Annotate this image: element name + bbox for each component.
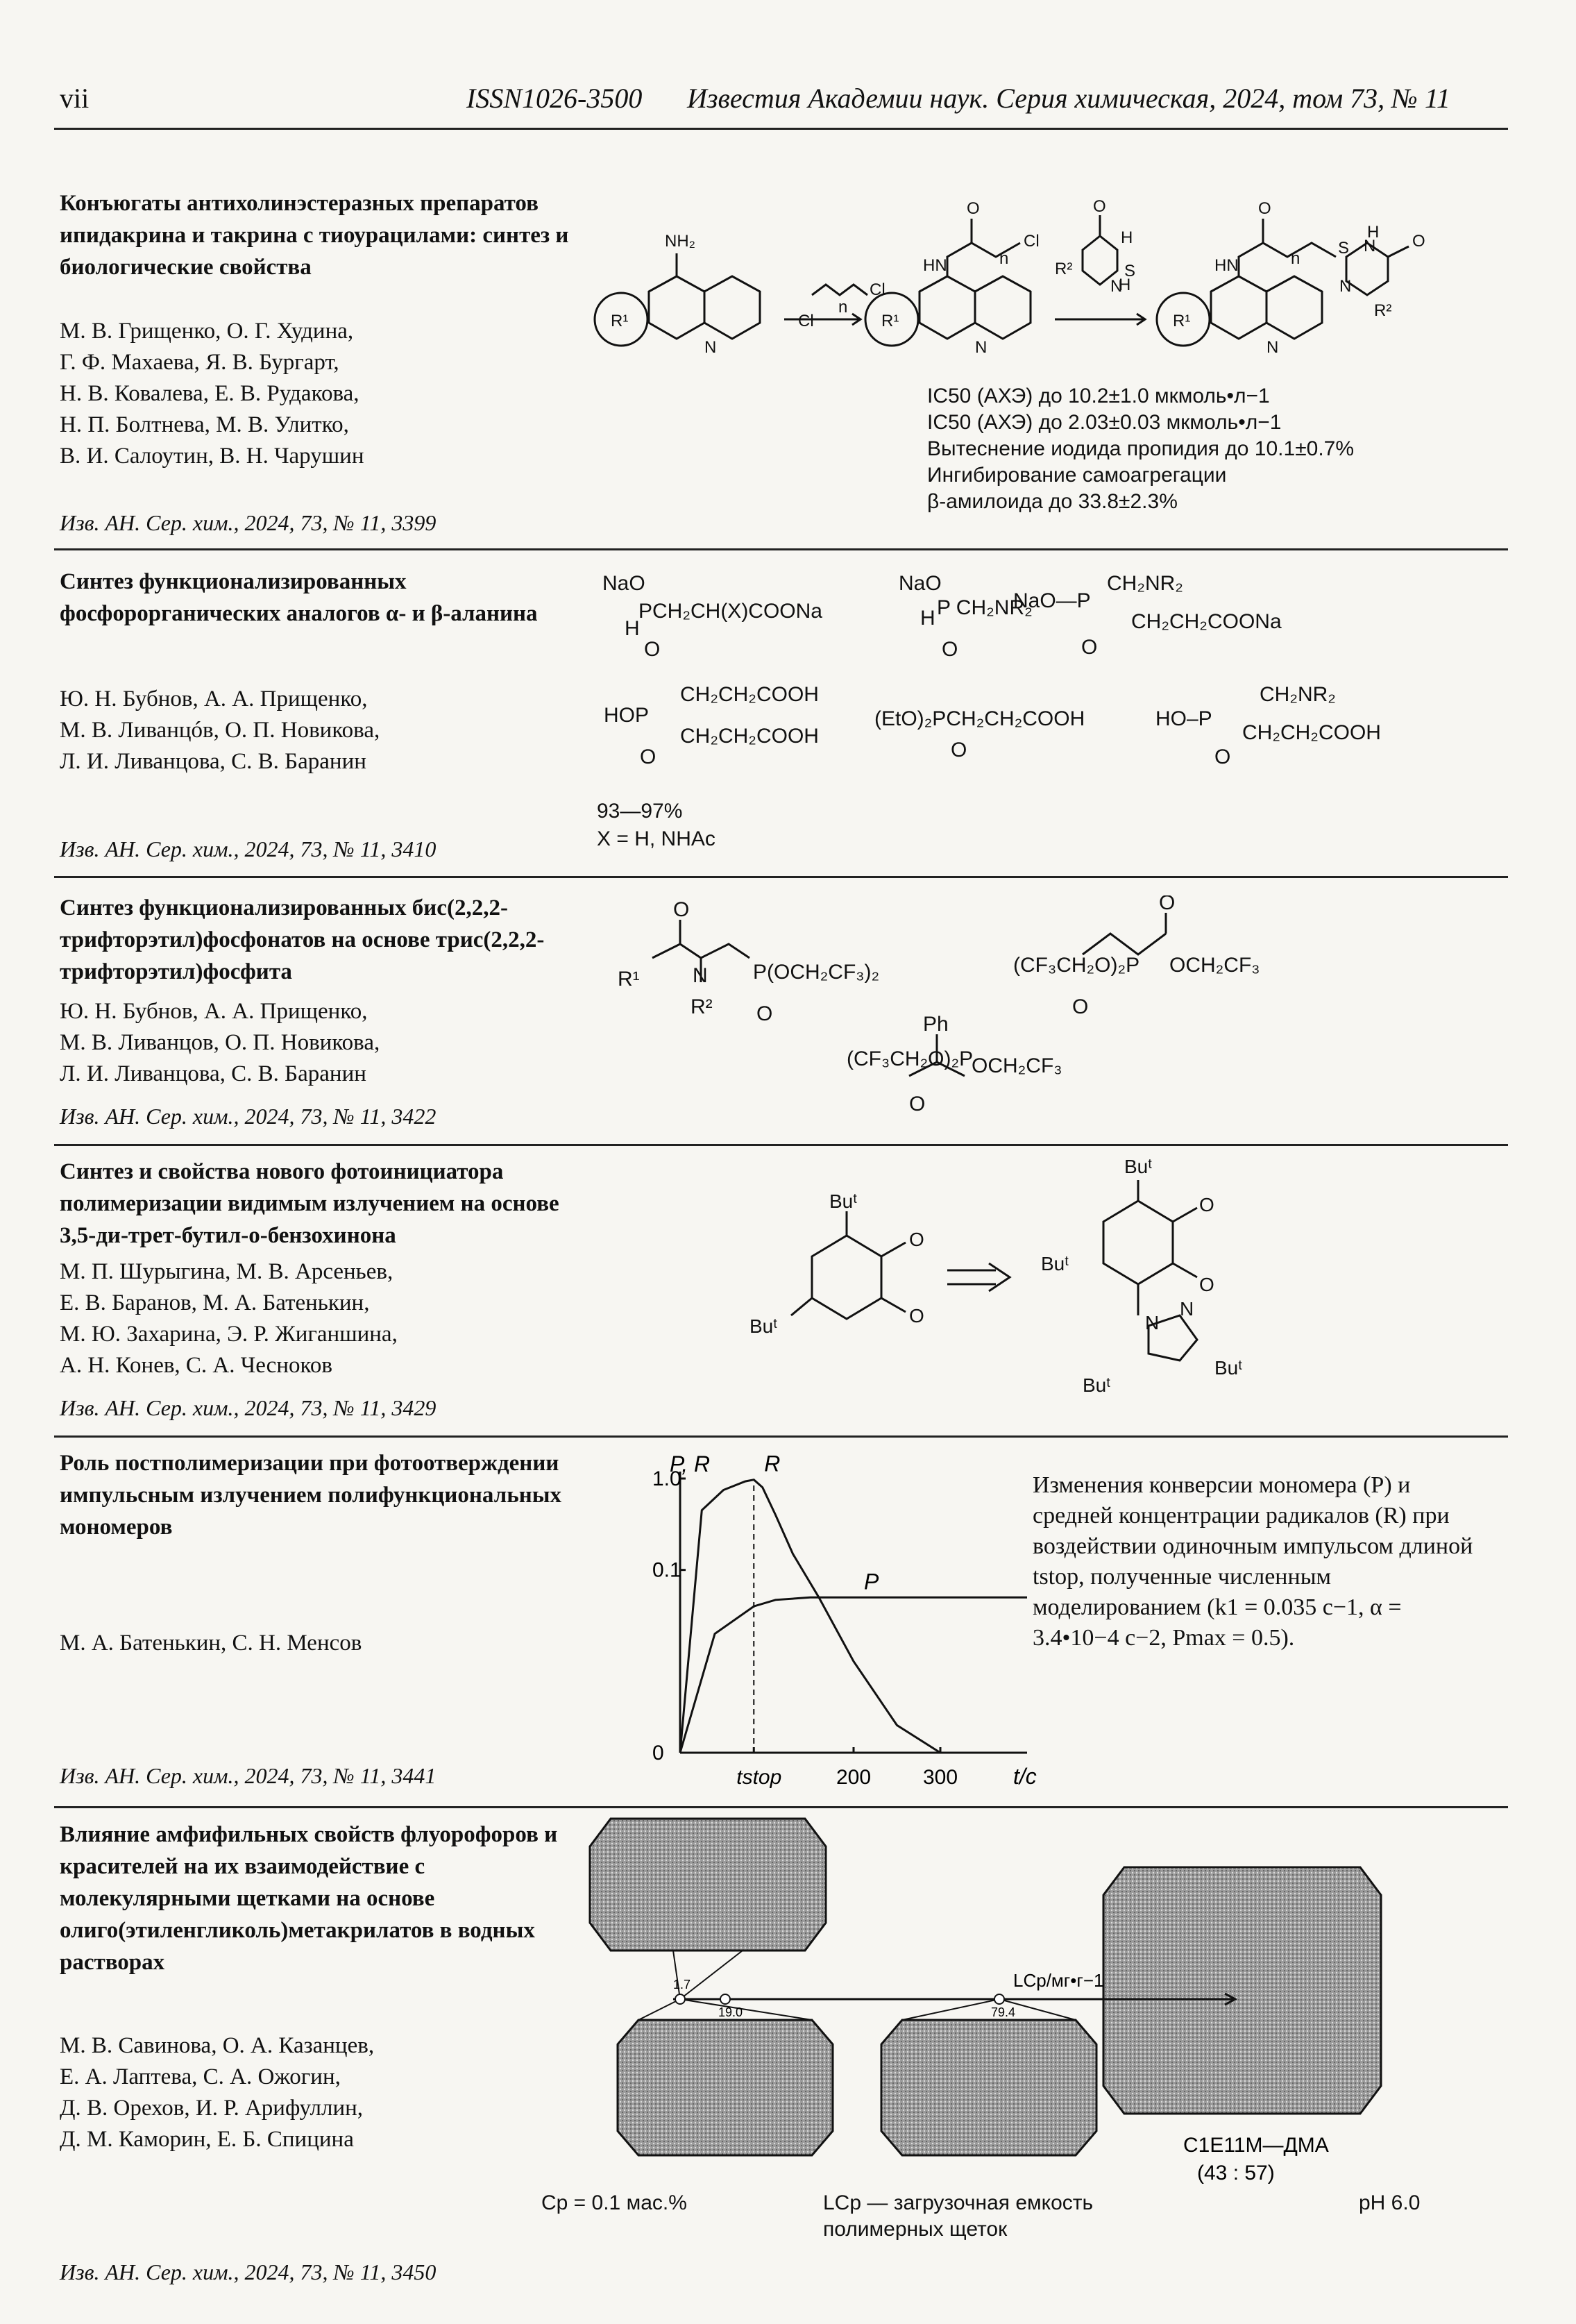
article-6-scheme bbox=[569, 1805, 1513, 2207]
chart-ylabel: P, R bbox=[670, 1451, 711, 1476]
svg-text:H: H bbox=[920, 607, 935, 630]
svg-text:OCH₂CF₃: OCH₂CF₃ bbox=[1169, 954, 1260, 977]
section-rule bbox=[54, 548, 1508, 550]
svg-text:P(OCH₂CF₃)₂: P(OCH₂CF₃)₂ bbox=[753, 961, 880, 984]
svg-text:O: O bbox=[1081, 636, 1098, 659]
svg-text:N: N bbox=[1180, 1298, 1194, 1320]
svg-text:Buᵗ: Buᵗ bbox=[1214, 1357, 1243, 1379]
polymer-label: C1E11M—ДМА bbox=[1183, 2134, 1329, 2157]
section-rule bbox=[54, 876, 1508, 878]
svg-text:Cl: Cl bbox=[798, 312, 814, 330]
chart-series-label: R bbox=[764, 1451, 781, 1476]
svg-text:R¹: R¹ bbox=[618, 968, 640, 991]
svg-text:P CH₂NR₂: P CH₂NR₂ bbox=[937, 596, 1033, 619]
svg-text:(CF₃CH₂O)₂P: (CF₃CH₂O)₂P bbox=[1013, 954, 1140, 977]
lcp-axis-label: LCp/мг•г−1 bbox=[1013, 1970, 1104, 1991]
svg-text:N: N bbox=[975, 338, 988, 357]
svg-text:R¹: R¹ bbox=[1173, 312, 1191, 330]
article-6-citation: Изв. АН. Сер. хим., 2024, 73, № 11, 3450 bbox=[60, 2259, 437, 2284]
svg-text:H: H bbox=[625, 617, 640, 640]
svg-text:Buᵗ: Buᵗ bbox=[749, 1315, 778, 1337]
svg-text:N: N bbox=[1339, 277, 1352, 296]
article-2-yield: 93—97% bbox=[597, 800, 683, 823]
polymer-octagon bbox=[1103, 1867, 1381, 2114]
article-1-scheme bbox=[583, 187, 1506, 396]
article-2-x-definition: X = H, NHAc bbox=[597, 827, 715, 850]
article-6-cp: Cp = 0.1 мас.% bbox=[541, 2191, 687, 2214]
svg-text:O: O bbox=[1072, 995, 1089, 1018]
article-6-ph: pH 6.0 bbox=[1359, 2191, 1421, 2214]
svg-text:CH₂CH₂COOH: CH₂CH₂COOH bbox=[1242, 721, 1381, 744]
svg-text:n: n bbox=[838, 298, 848, 317]
article-1-citation: Изв. АН. Сер. хим., 2024, 73, № 11, 3399 bbox=[60, 510, 437, 535]
svg-text:O: O bbox=[909, 1229, 924, 1250]
svg-text:Cl: Cl bbox=[1024, 232, 1040, 251]
svg-text:(CF₃CH₂O)₂P: (CF₃CH₂O)₂P bbox=[847, 1047, 974, 1070]
page-number: vii bbox=[60, 83, 90, 114]
result-line: IC50 (АХЭ) до 10.2±1.0 мкмоль•л−1 bbox=[927, 385, 1270, 407]
svg-text:R²: R² bbox=[690, 995, 713, 1018]
svg-text:NH₂: NH₂ bbox=[665, 232, 695, 251]
article-2-structures bbox=[597, 555, 1499, 777]
svg-text:O: O bbox=[1199, 1194, 1214, 1215]
chart-x-tick-label: 300 bbox=[923, 1766, 958, 1789]
svg-text:N: N bbox=[1145, 1312, 1160, 1333]
polymer-ratio: (43 : 57) bbox=[1197, 2162, 1275, 2184]
result-line: IC50 (АХЭ) до 2.03±0.03 мкмоль•л−1 bbox=[927, 411, 1282, 434]
section-rule bbox=[54, 1144, 1508, 1146]
chart-y-tick-label: 0.1 bbox=[652, 1558, 681, 1582]
svg-text:O: O bbox=[1159, 895, 1176, 914]
article-3-citation: Изв. АН. Сер. хим., 2024, 73, № 11, 3422 bbox=[60, 1104, 437, 1129]
svg-text:R²: R² bbox=[1055, 260, 1073, 278]
article-2-title: Синтез функционализированных фосфорорганических аналогов α- и β-аланина bbox=[60, 569, 538, 626]
dye-octagon bbox=[590, 1819, 826, 1951]
article-3-structures bbox=[611, 895, 1499, 1131]
svg-text:S: S bbox=[1124, 262, 1136, 280]
article-4-scheme bbox=[736, 1152, 1430, 1409]
chart-y-tick-label: 1.0 bbox=[652, 1467, 681, 1490]
journal-title: Известия Академии наук. Серия химическая, 2024, том 73, № 11 bbox=[687, 83, 1450, 114]
article-1-authors: М. В. Грищенко, О. Г. Худина, Г. Ф. Махаева, Я. В. Бургарт, Н. В. Ковалева, Е. В. Рудакова, Н. П. Болтнева, М. В. Улитко, В. И. Салоутин, В. Н. Чарушин bbox=[60, 319, 364, 469]
svg-text:O: O bbox=[1199, 1274, 1214, 1295]
svg-text:O: O bbox=[1093, 197, 1106, 216]
article-5-authors: М. А. Батенькин, С. Н. Менсов bbox=[60, 1631, 362, 1656]
marker-label: 79.4 bbox=[991, 2005, 1016, 2019]
svg-text:Buᵗ: Buᵗ bbox=[1041, 1253, 1069, 1274]
marker-label: 19.0 bbox=[718, 2005, 743, 2019]
result-line: Ингибирование самоагрегации bbox=[927, 464, 1227, 487]
article-4-authors: М. П. Шурыгина, М. В. Арсеньев, Е. В. Баранов, М. А. Батенькин, М. Ю. Захарина, Э. Р. Жиганшина, А. Н. Конев, С. А. Чесноков bbox=[60, 1259, 398, 1378]
svg-text:HN: HN bbox=[923, 256, 947, 275]
result-line: Вытеснение иодида пропидия до 10.1±0.7% bbox=[927, 437, 1355, 460]
dye-octagon bbox=[881, 2020, 1096, 2155]
svg-text:N: N bbox=[1364, 237, 1376, 255]
svg-text:N: N bbox=[1266, 338, 1279, 357]
chart-series-P bbox=[680, 1597, 1027, 1753]
article-1-title: Конъюгаты антихолинэстеразных препаратов ипидакрина и такрина с тиоурацилами: синтез и биологические свойства bbox=[60, 191, 569, 280]
svg-text:CH₂CH₂COONa: CH₂CH₂COONa bbox=[1131, 610, 1282, 633]
svg-text:R²: R² bbox=[1374, 301, 1392, 320]
article-6-lcp-definition: LCp — загрузочная емкость полимерных щеток bbox=[823, 2191, 1094, 2241]
svg-text:O: O bbox=[909, 1305, 924, 1327]
svg-text:N: N bbox=[693, 964, 708, 987]
svg-text:CH₂NR₂: CH₂NR₂ bbox=[1260, 683, 1336, 706]
article-2-citation: Изв. АН. Сер. хим., 2024, 73, № 11, 3410 bbox=[60, 836, 437, 861]
svg-text:N: N bbox=[704, 338, 717, 357]
svg-text:NaO—P: NaO—P bbox=[1013, 589, 1091, 612]
svg-text:H: H bbox=[1119, 276, 1131, 294]
svg-text:Buᵗ: Buᵗ bbox=[829, 1190, 858, 1212]
marker-label: 1.7 bbox=[673, 1978, 691, 1992]
svg-text:O: O bbox=[756, 1002, 773, 1025]
svg-text:O: O bbox=[942, 638, 958, 661]
pyrene-octagon bbox=[618, 2020, 833, 2155]
svg-text:CH₂CH₂COOH: CH₂CH₂COOH bbox=[680, 683, 819, 706]
svg-text:O: O bbox=[673, 898, 690, 921]
article-4-citation: Изв. АН. Сер. хим., 2024, 73, № 11, 3429 bbox=[60, 1395, 437, 1420]
chart-x-tick-label: 200 bbox=[836, 1766, 872, 1789]
svg-text:CH₂CH₂COOH: CH₂CH₂COOH bbox=[680, 725, 819, 748]
svg-text:HN: HN bbox=[1214, 256, 1239, 275]
svg-text:N: N bbox=[1110, 277, 1123, 296]
svg-text:O: O bbox=[951, 739, 967, 761]
article-6-title: Влияние амфифильных свойств флуорофоров и красителей на их взаимодействие с молекулярными щетками на основе олиго(этиленгликоль)метакрилатов в водных растворах bbox=[60, 1822, 558, 1975]
result-line: β-амилоида до 33.8±2.3% bbox=[927, 490, 1178, 513]
svg-text:R¹: R¹ bbox=[881, 312, 899, 330]
svg-text:HO–P: HO–P bbox=[1155, 707, 1212, 730]
svg-text:O: O bbox=[640, 746, 656, 768]
svg-text:H: H bbox=[1367, 223, 1380, 242]
article-3-authors: Ю. Н. Бубнов, А. А. Прищенко, М. В. Ливанцов, О. П. Новикова, Л. И. Ливанцова, С. В. Баранин bbox=[60, 999, 380, 1086]
svg-text:R¹: R¹ bbox=[611, 312, 629, 330]
svg-text:O: O bbox=[1214, 746, 1231, 768]
svg-text:n: n bbox=[999, 249, 1009, 268]
svg-text:NaO: NaO bbox=[899, 572, 942, 595]
svg-text:O: O bbox=[967, 199, 980, 218]
svg-text:S: S bbox=[1338, 239, 1350, 258]
svg-text:NaO: NaO bbox=[602, 572, 645, 595]
svg-text:n: n bbox=[1291, 249, 1300, 268]
article-5-citation: Изв. АН. Сер. хим., 2024, 73, № 11, 3441 bbox=[60, 1763, 437, 1788]
svg-text:CH₂NR₂: CH₂NR₂ bbox=[1107, 572, 1183, 595]
svg-text:O: O bbox=[1412, 232, 1425, 251]
svg-text:(EtO)₂PCH₂CH₂COOH: (EtO)₂PCH₂CH₂COOH bbox=[874, 707, 1085, 730]
svg-text:Buᵗ: Buᵗ bbox=[1083, 1374, 1111, 1396]
svg-text:Buᵗ: Buᵗ bbox=[1124, 1156, 1153, 1177]
article-3-title: Синтез функционализированных бис(2,2,2-трифторэтил)фосфонатов на основе трис(2,2,2-трифторэтил)фосфита bbox=[60, 895, 545, 984]
section-rule bbox=[54, 1435, 1508, 1438]
svg-text:OCH₂CF₃: OCH₂CF₃ bbox=[972, 1054, 1062, 1077]
svg-text:H: H bbox=[1121, 228, 1133, 247]
svg-text:O: O bbox=[909, 1093, 926, 1115]
svg-text:Ph: Ph bbox=[923, 1013, 949, 1036]
article-4-title: Синтез и свойства нового фотоинициатора полимеризации видимым излучением на основе 3,5-ди-трет-бутил-о-бензохинона bbox=[60, 1159, 559, 1248]
chart-y-tick-label: 0 bbox=[652, 1742, 664, 1765]
chart-x-tick-label: tstop bbox=[736, 1766, 782, 1789]
svg-text:Cl: Cl bbox=[870, 280, 886, 299]
article-1-results bbox=[927, 383, 1482, 515]
chart-xlabel: t/c bbox=[1013, 1764, 1037, 1789]
journal-issn: ISSN1026-3500 bbox=[466, 83, 643, 114]
article-6-authors: М. В. Савинова, О. А. Казанцев, Е. А. Лаптева, С. А. Ожогин, Д. В. Орехов, И. Р. Арифуллин, Д. М. Каморин, Е. Б. Спицина bbox=[60, 2033, 375, 2152]
article-5-chart-caption: Изменения конверсии мономера (P) и средней концентрации радикалов (R) при воздействии одиночным импульсом длиной tstop, полученные численным моделированием (k1 = 0.035 с−1, α = 3.4•10−4 с−2, Pmax = 0.5). bbox=[1033, 1472, 1473, 1651]
svg-text:PCH₂CH(X)COONa: PCH₂CH(X)COONa bbox=[638, 600, 822, 623]
svg-text:O: O bbox=[644, 638, 661, 661]
chart-series-R bbox=[680, 1480, 1027, 1753]
article-5-title: Роль постполимеризации при фотоотверждении импульсным излучением полифункциональных мономеров bbox=[60, 1451, 561, 1540]
chart-series-label: P bbox=[864, 1569, 879, 1594]
svg-text:O: O bbox=[1258, 199, 1271, 218]
svg-text:HOP: HOP bbox=[604, 704, 650, 727]
header-rule bbox=[54, 128, 1508, 130]
article-2-authors: Ю. Н. Бубнов, А. А. Прищенко, М. В. Ливанцóв, О. П. Новикова, Л. И. Ливанцова, С. В. Баранин bbox=[60, 687, 380, 774]
article-5-chart bbox=[638, 1444, 1055, 1805]
